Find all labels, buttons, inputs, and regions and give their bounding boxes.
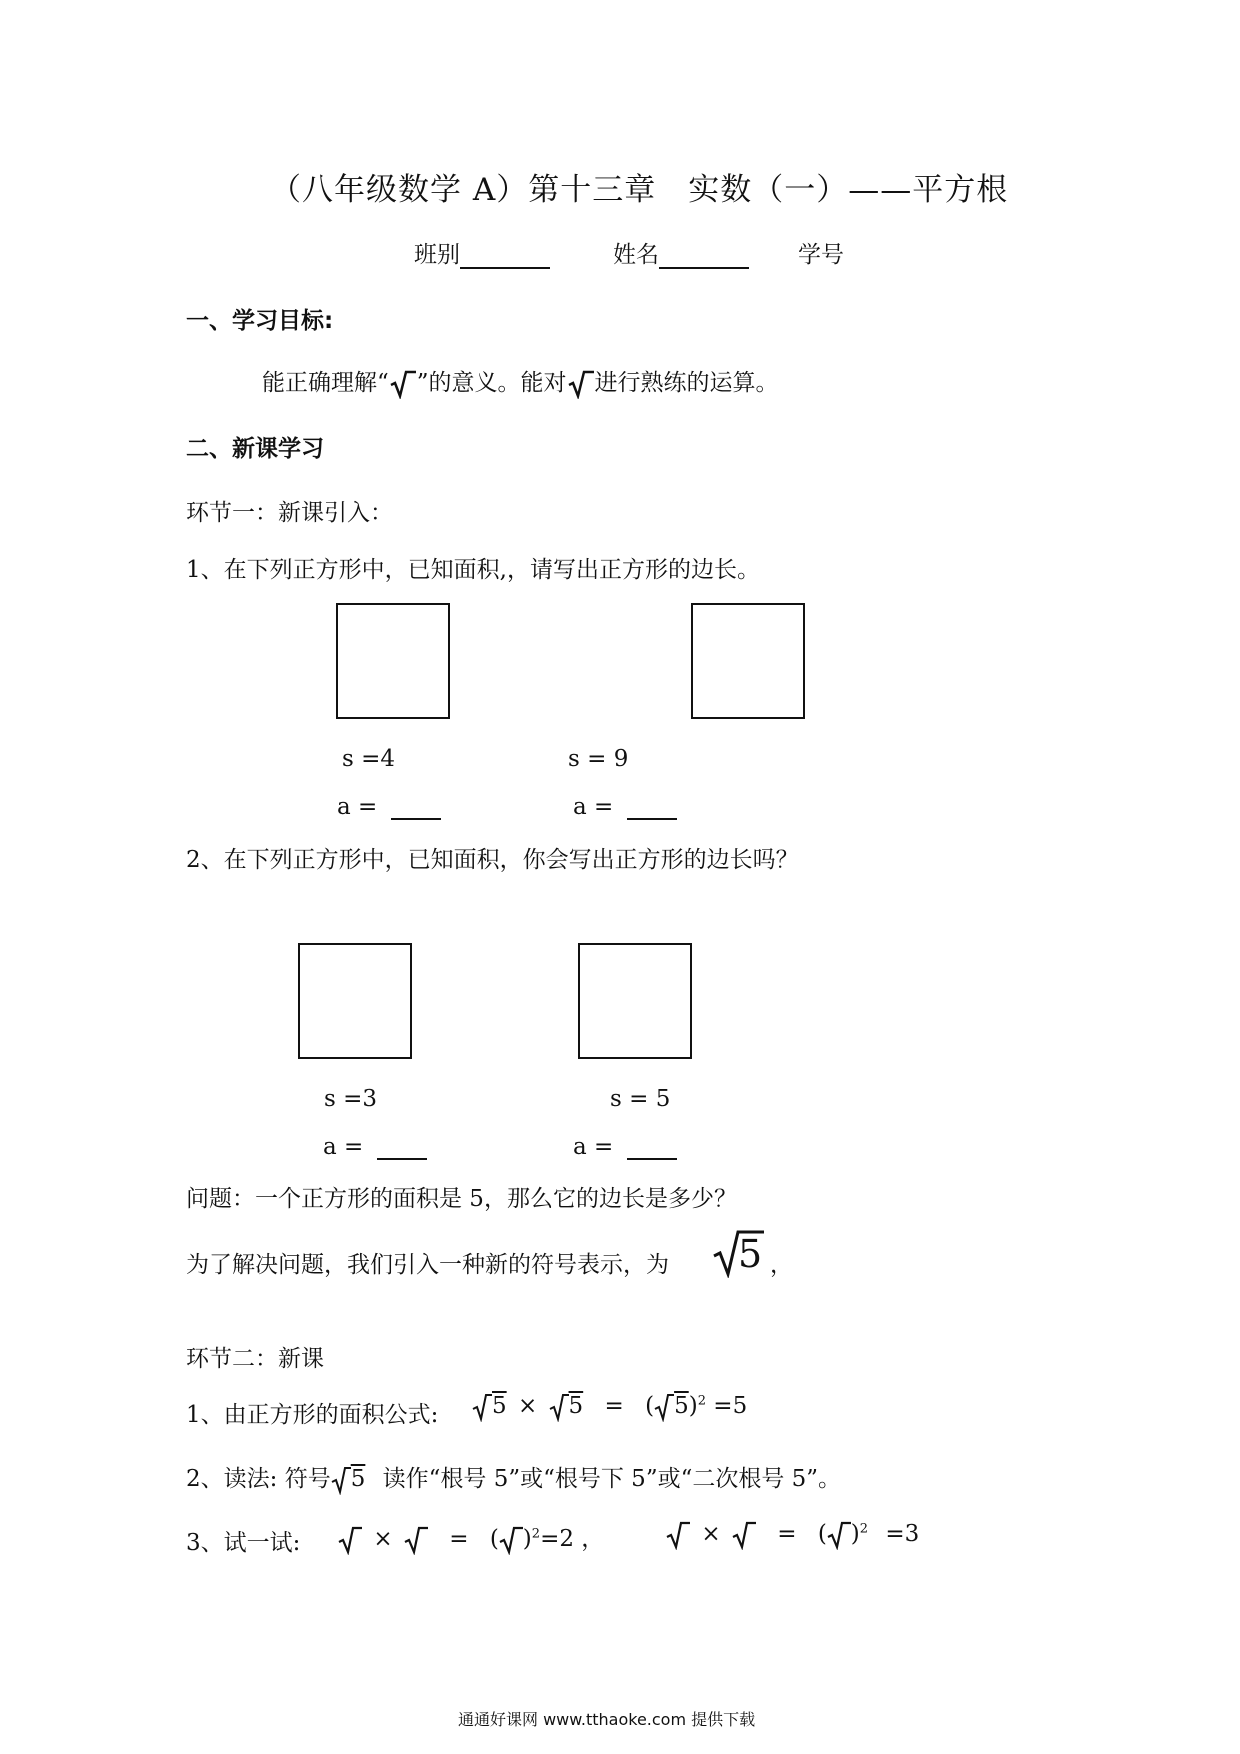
class-blank — [460, 245, 550, 269]
exponent: 2 — [859, 1521, 869, 1537]
answer-row-4 — [573, 1134, 677, 1160]
item3-label: 3、试一试: — [186, 1530, 301, 1556]
item1-radicand: 5 — [674, 1393, 689, 1419]
side-label-1: a = — [337, 794, 378, 820]
item1-radicand: 5 — [568, 1393, 584, 1419]
exponent: 2 — [531, 1526, 541, 1542]
goal-suffix: 进行熟练的运算。 — [594, 370, 779, 396]
radical-icon — [666, 1520, 690, 1550]
intro-comma: ， — [770, 1252, 793, 1278]
paren-close: ) — [688, 1393, 698, 1419]
equals-symbol: = — [604, 1393, 624, 1419]
paren-open: ( — [817, 1521, 827, 1547]
page-title: （八年级数学 A）第十三章 实数（一）——平方根 — [270, 172, 1009, 208]
paren-open: ( — [645, 1393, 655, 1419]
item1-result: =5 — [713, 1393, 748, 1419]
radical-icon — [567, 369, 595, 399]
item1-line — [186, 1396, 438, 1429]
goal-line — [262, 364, 779, 399]
id-label: 学号 — [798, 242, 844, 268]
radical-icon — [827, 1520, 851, 1550]
step1-heading: 环节一：新课引入： — [186, 500, 393, 526]
radical-icon — [654, 1392, 674, 1422]
answer-blank — [627, 1140, 677, 1160]
answer-row-3 — [323, 1134, 427, 1160]
item1-formula — [472, 1392, 747, 1422]
side-label-4: a = — [573, 1134, 614, 1160]
answer-row-2 — [573, 794, 677, 820]
item3-result-1: =2 ， — [540, 1526, 605, 1552]
side-label-3: a = — [323, 1134, 364, 1160]
footer-text: 通通好课网 www.tthaoke.com 提供下载 — [458, 1710, 756, 1729]
radical-icon — [472, 1392, 492, 1422]
item2-suffix: 读作“根号 5”或“根号下 5”或“二次根号 5”。 — [382, 1466, 842, 1492]
name-label: 姓名 — [613, 242, 659, 268]
paren-close: ) — [522, 1526, 532, 1552]
radical-icon — [549, 1392, 569, 1422]
area-label-4: s = 5 — [610, 1086, 671, 1112]
paren-close: ) — [850, 1521, 860, 1547]
item3-formula-1 — [338, 1520, 604, 1555]
times-symbol: × — [701, 1521, 721, 1547]
section1-heading: 一、学习目标: — [186, 308, 334, 334]
square-3 — [298, 943, 412, 1059]
name-field — [613, 236, 749, 269]
name-blank — [659, 245, 749, 269]
radical-icon — [331, 1465, 351, 1495]
times-symbol: × — [517, 1393, 538, 1419]
equals-symbol: = — [449, 1526, 469, 1552]
answer-blank — [391, 800, 441, 820]
square-1 — [336, 603, 450, 719]
radical-icon — [499, 1525, 523, 1555]
question1: 1、在下列正方形中，已知面积,，请写出正方形的边长。 — [186, 557, 760, 583]
intro-line — [186, 1246, 669, 1279]
step2-heading: 环节二：新课 — [186, 1346, 324, 1372]
radical-icon — [732, 1520, 756, 1550]
problem-question: 问题：一个正方形的面积是 5，那么它的边长是多少？ — [186, 1186, 737, 1212]
radical-icon — [389, 369, 417, 399]
item3-formula-2 — [666, 1520, 919, 1550]
item1-prefix: 1、由正方形的面积公式: — [186, 1402, 439, 1428]
radical-icon — [404, 1525, 428, 1555]
sqrt5-large — [712, 1228, 764, 1278]
sqrt5-radicand: 5 — [738, 1232, 763, 1276]
square-4 — [578, 943, 692, 1059]
area-label-1: s =4 — [342, 746, 396, 772]
item3-result-2: =3 — [885, 1521, 920, 1547]
item2-prefix: 2、读法: 符号 — [186, 1466, 331, 1492]
class-field — [414, 236, 550, 269]
times-symbol: × — [373, 1526, 393, 1552]
class-label: 班别 — [414, 242, 460, 268]
answer-row-1 — [337, 794, 441, 820]
square-2 — [691, 603, 805, 719]
answer-blank — [377, 1140, 427, 1160]
question2: 2、在下列正方形中，已知面积，你会写出正方形的边长吗？ — [186, 847, 799, 873]
intro-text: 为了解决问题，我们引入一种新的符号表示，为 — [186, 1252, 669, 1278]
paren-open: ( — [489, 1526, 499, 1552]
exponent: 2 — [697, 1393, 706, 1409]
goal-middle: ”的意义。能对 — [416, 370, 567, 396]
side-label-2: a = — [573, 794, 614, 820]
item2-line — [186, 1460, 841, 1495]
item1-radicand: 5 — [492, 1393, 507, 1419]
area-label-2: s = 9 — [568, 746, 629, 772]
item2-radicand: 5 — [350, 1466, 366, 1492]
area-label-3: s =3 — [324, 1086, 378, 1112]
answer-blank — [627, 800, 677, 820]
goal-prefix: 能正确理解“ — [262, 370, 389, 396]
radical-icon — [338, 1525, 362, 1555]
section2-heading: 二、新课学习 — [186, 436, 324, 462]
equals-symbol: = — [777, 1521, 797, 1547]
